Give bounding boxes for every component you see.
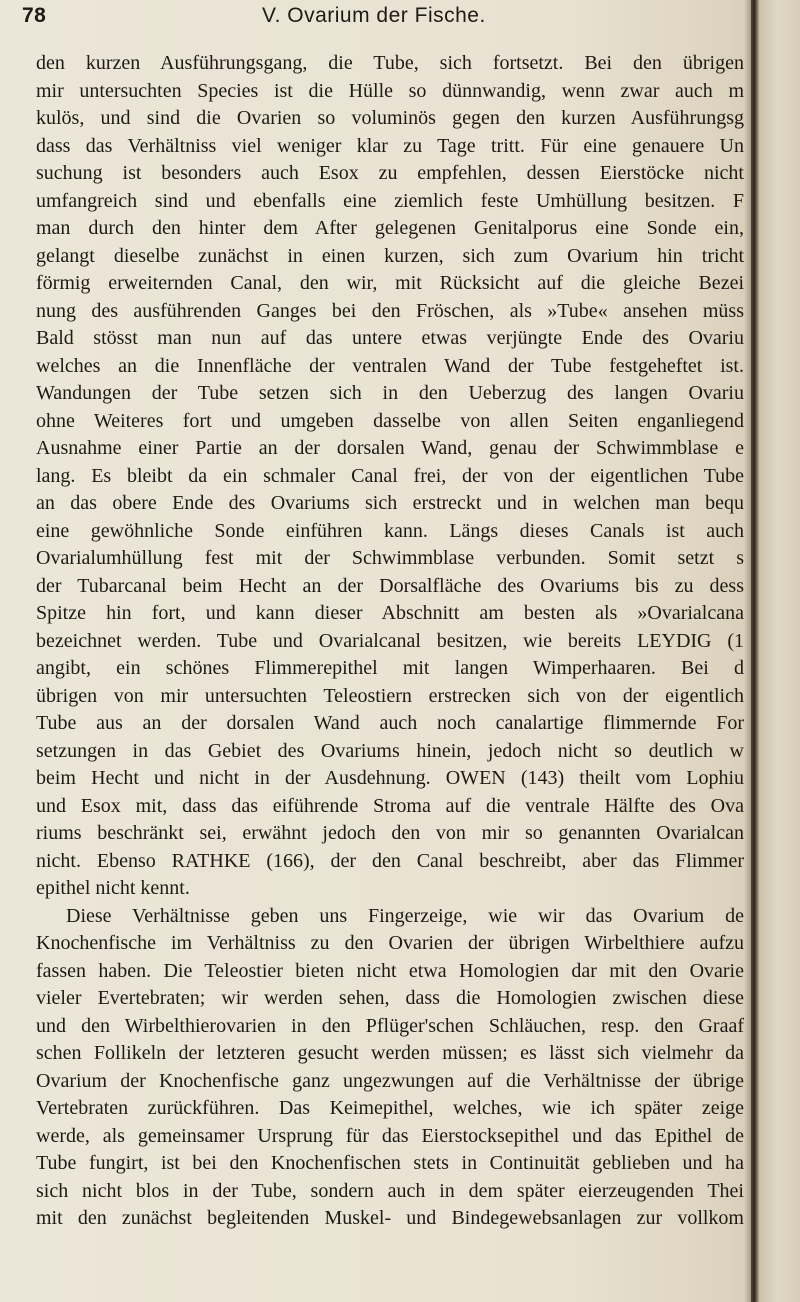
text-line: Tube aus an der dorsalen Wand auch noch canalartige flimmernde For — [36, 712, 744, 734]
text-line: angibt, ein schönes Flimmerepithel mit langen Wimperhaaren. Bei d — [36, 657, 744, 679]
text-line: epithel nicht kennt. — [36, 877, 190, 899]
text-line: Ovarialumhüllung fest mit der Schwimmblase verbunden. Somit setzt s — [36, 547, 744, 569]
text-line: Vertebraten zurückführen. Das Keimepithel, welches, wie ich später zeige — [36, 1097, 744, 1119]
text-line: Bald stösst man nun auf das untere etwas verjüngte Ende des Ovariu — [36, 327, 744, 349]
text-line: mir untersuchten Species ist die Hülle so dünnwandig, wenn zwar auch m — [36, 79, 744, 102]
text-line: nung des ausführenden Ganges bei den Fröschen, als »Tube« ansehen müss — [36, 299, 744, 322]
text-line: nicht. Ebenso RATHKE (166), der den Canal beschreibt, aber das Flimmer — [36, 849, 744, 872]
text-line: setzungen in das Gebiet des Ovariums hinein, jedoch nicht so deutlich w — [36, 739, 744, 762]
text-line: sich nicht blos in der Tube, sondern auch in dem später eierzeugenden Thei — [36, 1179, 744, 1202]
text-line: vieler Evertebraten; wir werden sehen, dass die Homologien zwischen diese — [36, 987, 744, 1009]
text-line: Wandungen der Tube setzen sich in den Ueberzug des langen Ovariu — [36, 382, 744, 404]
page-fold-edge — [751, 0, 755, 1302]
text-line: bezeichnet werden. Tube und Ovarialcanal besitzen, wie bereits LEYDIG (1 — [36, 629, 744, 652]
text-line: Knochenfische im Verhältniss zu den Ovarien der übrigen Wirbelthiere aufzu — [36, 932, 744, 954]
text-line: umfangreich sind und ebenfalls eine ziemlich feste Umhüllung besitzen. F — [36, 189, 744, 212]
text-line: förmig erweiternden Canal, den wir, mit Rücksicht auf die gleiche Bezei — [36, 272, 744, 294]
running-head: V. Ovarium der Fische. — [262, 4, 486, 27]
page-header — [22, 4, 762, 38]
text-line: ohne Weiteres fort und umgeben dasselbe von allen Seiten enganliegend — [36, 409, 744, 432]
text-line: und Esox mit, dass das eiführende Stroma auf die ventrale Hälfte des Ova — [36, 794, 744, 817]
text-line: lang. Es bleibt da ein schmaler Canal frei, der von der eigentlichen Tube — [36, 464, 744, 487]
text-line: riums beschränkt sei, erwähnt jedoch den von mir so genannten Ovarialcan — [36, 822, 744, 844]
text-line: welches an die Innenfläche der ventralen Wand der Tube festgeheftet ist. — [36, 354, 744, 377]
text-line: eine gewöhnliche Sonde einführen kann. Längs dieses Canals ist auch — [36, 519, 744, 542]
text-line: und den Wirbelthierovarien in den Pflüger'schen Schläuchen, resp. den Graaf — [36, 1014, 744, 1037]
text-line: suchung ist besonders auch Esox zu empfehlen, dessen Eierstöcke nicht — [36, 162, 744, 184]
text-line: der Tubarcanal beim Hecht an der Dorsalfläche des Ovariums bis zu dess — [36, 574, 744, 597]
text-line: übrigen von mir untersuchten Teleostiern erstrecken sich von der eigentlich — [36, 684, 744, 707]
text-line: Ovarium der Knochenfische ganz ungezwungen auf die Verhältnisse der übrige — [36, 1069, 744, 1092]
text-line: beim Hecht und nicht in der Ausdehnung. OWEN (143) theilt vom Lophiu — [36, 767, 744, 789]
text-line: fassen haben. Die Teleostier bieten nicht etwa Homologien dar mit den Ovarie — [36, 959, 744, 982]
text-line: schen Follikeln der letzteren gesucht werden müssen; es lässt sich vielmehr da — [36, 1042, 744, 1064]
text-line: kulös, und sind die Ovarien so voluminös gegen den kurzen Ausführungsg — [36, 107, 744, 129]
text-line: man durch den hinter dem After gelegenen Genitalporus eine Sonde ein, — [36, 217, 744, 239]
text-line: Tube fungirt, ist bei den Knochenfischen stets in Continuität geblieben und ha — [36, 1152, 744, 1174]
text-line: Ausnahme einer Partie an der dorsalen Wand, genau der Schwimmblase e — [36, 437, 744, 459]
page-number: 78 — [22, 4, 47, 27]
text-line: dass das Verhältniss viel weniger klar zu Tage tritt. Für eine genauere Un — [36, 134, 744, 157]
text-line: werde, als gemeinsamer Ursprung für das Eierstocksepithel und das Epithel de — [36, 1124, 744, 1147]
text-line: gelangt dieselbe zunächst in einen kurzen, sich zum Ovarium hin tricht — [36, 244, 744, 267]
text-line: mit den zunächst begleitenden Muskel- und Bindegewebsanlagen zur vollkom — [36, 1207, 744, 1229]
text-line: an das obere Ende des Ovariums sich erstreckt und in welchen man bequ — [36, 492, 744, 514]
text-line: Spitze hin fort, und kann dieser Abschnitt am besten als »Ovarialcana — [36, 602, 744, 624]
text-line: den kurzen Ausführungsgang, die Tube, sich fortsetzt. Bei den übrigen — [36, 52, 744, 74]
body-text — [36, 50, 744, 1233]
text-line: Diese Verhältnisse geben uns Fingerzeige, wie wir das Ovarium de — [66, 904, 744, 927]
